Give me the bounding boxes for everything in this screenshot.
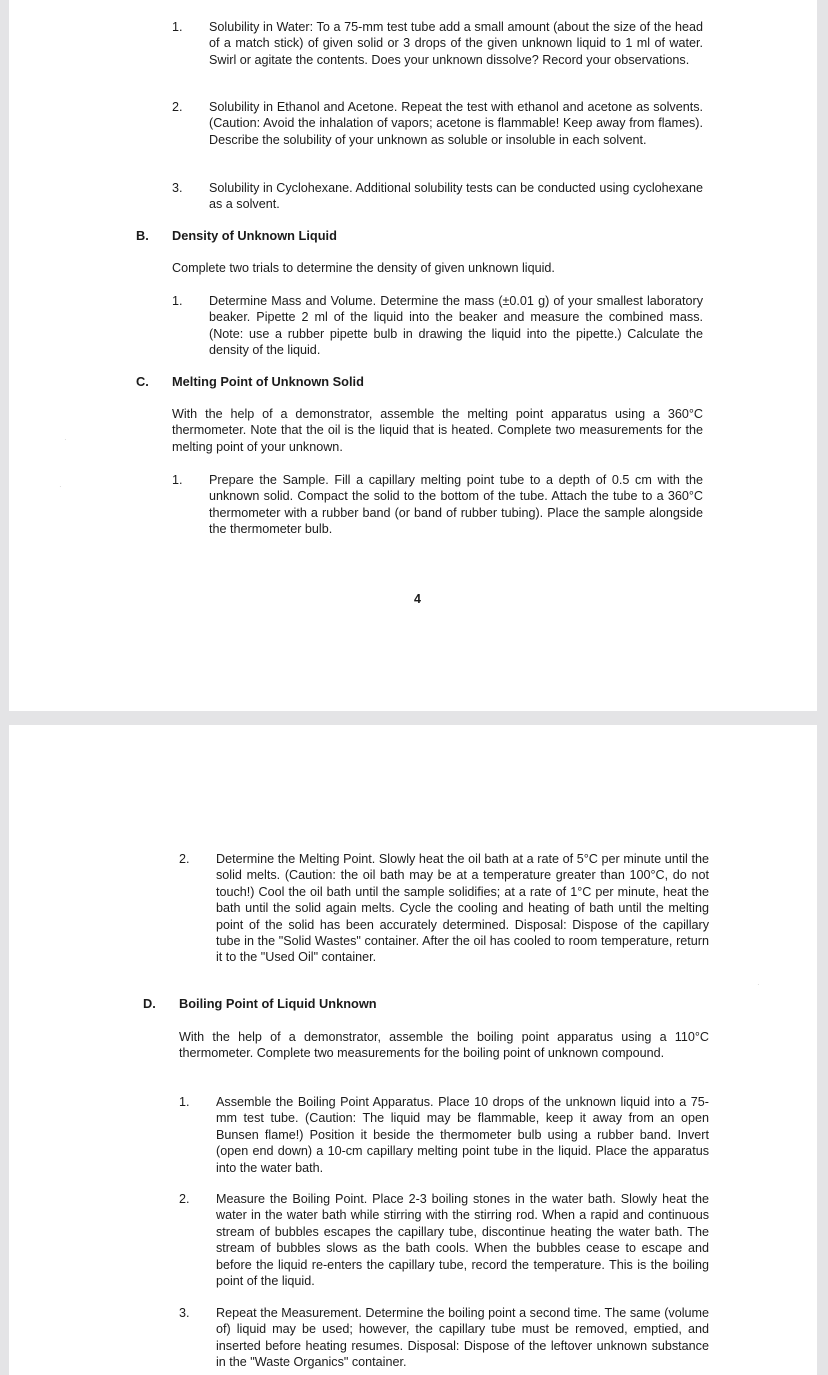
section-letter: D. (143, 996, 156, 1011)
item-text: Determine Mass and Volume. Determine the mass (±0.01 g) of your smallest laboratory beaker. Pipette 2 ml of the liquid into the beaker and measure the combined mass. (Note: use a rubber pipette bulb in drawing the liquid into the pipette.) Calculate the density of the liquid. (209, 294, 703, 358)
section-title: Boiling Point of Liquid Unknown (179, 996, 377, 1011)
section-heading-density (136, 228, 696, 244)
item-number: 2. (172, 100, 183, 114)
item-number: 2. (179, 852, 190, 866)
item-number: 1. (172, 20, 183, 34)
list-item-mass-volume (172, 293, 703, 359)
document-page-1 (9, 0, 817, 711)
item-text: Determine the Melting Point. Slowly heat the oil bath at a rate of 5°C per minute until the solid melts. (Caution: the oil bath may be at a temperature greater than 100°C, do not touch!) Cool the oil bath until the sample solidifies; at a rate of 1°C per minute, heat the bath until the solid again melts. Cycle the cooling and heating of bath until the melting point of the solid has been accurately determined. Disposal: Dispose of the capillary tube in the "Solid Wastes" container. After the oil has cooled to room temperature, return it to the "Used Oil" container. (216, 852, 709, 965)
scan-speck: · (64, 435, 67, 444)
item-text: Prepare the Sample. Fill a capillary melting point tube to a depth of 0.5 cm with the unknown solid. Compact the solid to the bottom of the tube. Attach the tube to a 360°C thermometer with a rubber band (or band of rubber tubing). Place the sample alongside the thermometer bulb. (209, 473, 703, 537)
list-item-repeat-measurement (179, 1305, 709, 1371)
section-intro-melting-point: With the help of a demonstrator, assemble the melting point apparatus using a 360°C thermometer. Note that the oil is the liquid that is heated. Complete two measurements for the melting point of your unknown. (172, 407, 703, 454)
section-title: Melting Point of Unknown Solid (172, 374, 364, 389)
document-page-2 (9, 725, 817, 1375)
list-item-assemble-apparatus (179, 1094, 709, 1176)
item-number: 1. (172, 473, 183, 487)
section-intro-boiling-point: With the help of a demonstrator, assemble the boiling point apparatus using a 110°C thermometer. Complete two measurements for the boiling point of unknown compound. (179, 1030, 709, 1061)
item-number: 1. (179, 1095, 190, 1109)
item-text: Solubility in Water: To a 75-mm test tube add a small amount (about the size of the head of a match stick) of given solid or 3 drops of the given unknown liquid to 1 ml of water. Swirl or agitate the contents. Does your unknown dissolve? Record your observations. (209, 20, 703, 67)
scan-speck: · (757, 980, 760, 989)
section-heading-melting-point (136, 374, 696, 390)
list-item-solubility-water (172, 19, 703, 68)
section-letter: C. (136, 374, 149, 389)
item-text: Repeat the Measurement. Determine the boiling point a second time. The same (volume of) liquid may be used; however, the capillary tube must be removed, emptied, and inserted before heating resumes. Disposal: Dispose of the leftover unknown substance in the "Waste Organics" container. (216, 1306, 709, 1370)
item-text: Solubility in Ethanol and Acetone. Repeat the test with ethanol and acetone as solvents. (Caution: Avoid the inhalation of vapors; acetone is flammable! Keep away from flames). Describe the solubility of your unknown as soluble or insoluble in each solvent. (209, 100, 703, 147)
list-item-prepare-sample (172, 472, 703, 538)
item-number: 2. (179, 1192, 190, 1206)
list-item-solubility-cyclohexane (172, 180, 703, 213)
list-item-solubility-ethanol-acetone (172, 99, 703, 148)
item-text: Solubility in Cyclohexane. Additional solubility tests can be conducted using cyclohexane as a solvent. (209, 181, 703, 212)
section-intro-density: Complete two trials to determine the density of given unknown liquid. (172, 261, 555, 275)
item-number: 3. (179, 1306, 190, 1320)
page-number: 4 (414, 592, 421, 606)
section-heading-boiling-point (143, 996, 703, 1012)
item-number: 3. (172, 181, 183, 195)
item-number: 1. (172, 294, 183, 308)
section-letter: B. (136, 228, 149, 243)
scan-speck: · (59, 482, 62, 491)
list-item-determine-melting-point (179, 851, 709, 966)
section-title: Density of Unknown Liquid (172, 228, 337, 243)
item-text: Measure the Boiling Point. Place 2-3 boiling stones in the water bath. Slowly heat the water in the water bath while stirring with the stirring rod. When a rapid and continuous stream of bubbles escapes the capillary tube, discontinue heating the water bath. The stream of bubbles slows as the bath cools. When the bubbles cease to escape and before the liquid re-enters the capillary tube, record the temperature. This is the boiling point of the liquid. (216, 1192, 709, 1289)
list-item-measure-boiling-point (179, 1191, 709, 1289)
item-text: Assemble the Boiling Point Apparatus. Place 10 drops of the unknown liquid into a 75-mm test tube. (Caution: The liquid may be flammable, keep it away from an open Bunsen flame!) Position it beside the thermometer bulb using a rubber band. Invert (open end down) a 10-cm capillary melting point tube in the liquid. Place the apparatus into the water bath. (216, 1095, 709, 1175)
